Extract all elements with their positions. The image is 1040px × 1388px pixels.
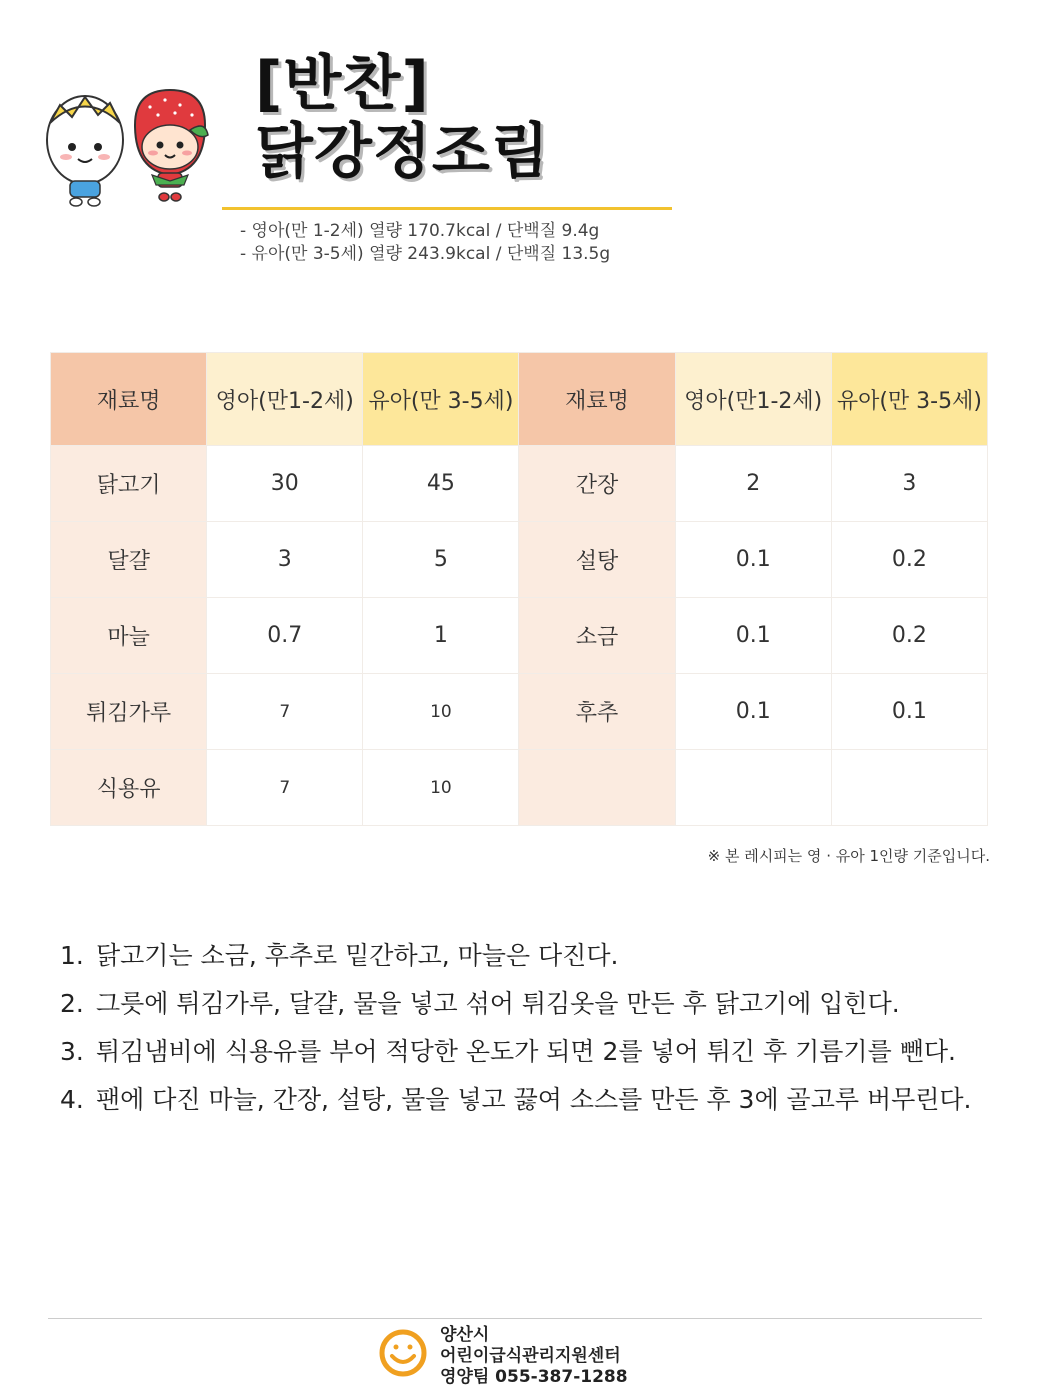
- toddler-amount: 5: [363, 522, 519, 598]
- table-row: [51, 674, 988, 750]
- center-logo-icon: [378, 1328, 428, 1378]
- infant-amount: [675, 750, 831, 826]
- step-number: 2.: [60, 989, 84, 1018]
- infant-amount: 0.1: [675, 522, 831, 598]
- nutrition-toddler: - 유아(만 3-5세) 열량 243.9kcal / 단백질 13.5g: [240, 244, 611, 264]
- toddler-amount: 0.2: [831, 598, 987, 674]
- ingredient-name: 달걀: [51, 522, 207, 598]
- recipe-step: [60, 980, 980, 1028]
- recipe-step: [60, 1076, 980, 1124]
- title-underline: [222, 207, 672, 210]
- strawberry-mascot-icon: [135, 90, 208, 201]
- infant-amount: 3: [207, 522, 363, 598]
- toddler-amount: [831, 750, 987, 826]
- ingredient-name: 소금: [519, 598, 675, 674]
- toddler-amount: 10: [363, 674, 519, 750]
- header-toddler-amount: 유아(만 3-5세): [831, 353, 987, 446]
- table-row: [51, 446, 988, 522]
- table-header-row: [51, 353, 988, 446]
- ingredient-name: 식용유: [51, 750, 207, 826]
- ingredient-name: 후추: [519, 674, 675, 750]
- toddler-amount: 3: [831, 446, 987, 522]
- toddler-amount: 45: [363, 446, 519, 522]
- nutrition-infant: - 영아(만 1-2세) 열량 170.7kcal / 단백질 9.4g: [240, 221, 600, 241]
- header-infant-amount: 영아(만1-2세): [675, 353, 831, 446]
- footer-org: [440, 1325, 628, 1388]
- toddler-amount: 10: [363, 750, 519, 826]
- infant-amount: 0.7: [207, 598, 363, 674]
- footer-center-name: 어린이급식관리지원센터: [440, 1346, 621, 1366]
- nutrition-info: [240, 220, 610, 266]
- ingredient-name: 설탕: [519, 522, 675, 598]
- infant-amount: 30: [207, 446, 363, 522]
- step-text: 팬에 다진 마늘, 간장, 설탕, 물을 넣고 끓여 소스를 만든 후 3에 골고루 버무린다.: [96, 1085, 972, 1114]
- header-ingredient-name: 재료명: [519, 353, 675, 446]
- infant-amount: 0.1: [675, 598, 831, 674]
- ingredients-table: [50, 352, 988, 826]
- step-text: 닭고기는 소금, 후추로 밑간하고, 마늘은 다진다.: [96, 941, 619, 970]
- step-number: 4.: [60, 1085, 84, 1114]
- infant-amount: 2: [675, 446, 831, 522]
- serving-note: ※ 본 레시피는 영 · 유아 1인량 기준입니다.: [707, 847, 990, 865]
- ingredient-name: 간장: [519, 446, 675, 522]
- header-infant-amount: 영아(만1-2세): [207, 353, 363, 446]
- step-text: 그릇에 튀김가루, 달걀, 물을 넣고 섞어 튀김옷을 만든 후 닭고기에 입힌다.: [96, 989, 900, 1018]
- recipe-step: [60, 932, 980, 980]
- table-row: [51, 522, 988, 598]
- egg-mascot-icon: [47, 96, 123, 206]
- ingredient-name: 마늘: [51, 598, 207, 674]
- toddler-amount: 1: [363, 598, 519, 674]
- ingredient-name: [519, 750, 675, 826]
- toddler-amount: 0.2: [831, 522, 987, 598]
- recipe-step: [60, 1028, 980, 1076]
- table-row: [51, 750, 988, 826]
- ingredient-name: 닭고기: [51, 446, 207, 522]
- toddler-amount: 0.1: [831, 674, 987, 750]
- step-number: 3.: [60, 1037, 84, 1066]
- footer-divider: [48, 1318, 982, 1319]
- infant-amount: 7: [207, 750, 363, 826]
- step-text: 튀김냄비에 식용유를 부어 적당한 온도가 되면 2를 넣어 튀긴 후 기름기를 뺀다.: [96, 1037, 956, 1066]
- infant-amount: 7: [207, 674, 363, 750]
- page-title: [255, 50, 550, 186]
- title-category: [반찬]: [255, 49, 430, 119]
- title-dish-name: 닭강정조림: [255, 117, 550, 187]
- ingredient-name: 튀김가루: [51, 674, 207, 750]
- footer-city: 양산시: [440, 1325, 490, 1345]
- footer-contact: 영양팀 055-387-1288: [440, 1367, 628, 1387]
- table-row: [51, 598, 988, 674]
- header-toddler-amount: 유아(만 3-5세): [363, 353, 519, 446]
- step-number: 1.: [60, 941, 84, 970]
- infant-amount: 0.1: [675, 674, 831, 750]
- recipe-steps: [60, 932, 980, 1124]
- header-ingredient-name: 재료명: [51, 353, 207, 446]
- mascot-characters: [40, 85, 220, 210]
